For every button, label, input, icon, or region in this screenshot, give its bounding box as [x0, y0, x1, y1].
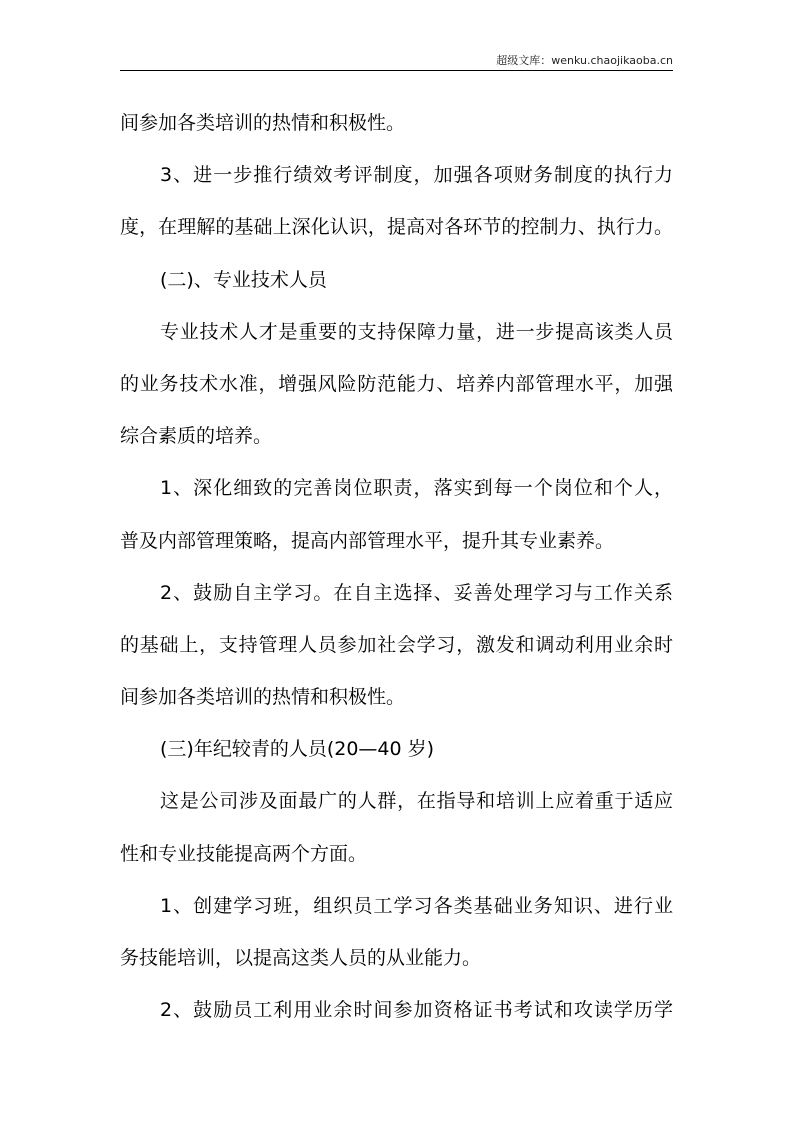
text-line: 3、进一步推行绩效考评制度，加强各项财务制度的执行力 [160, 164, 673, 187]
text-line: 的业务技术水准，增强风险防范能力、培养内部管理水平，加强 [120, 372, 673, 395]
page-header-site: 超级文库：wenku.chaojikaoba.cn [496, 54, 673, 67]
document-body [120, 108, 673, 1047]
text-line: 1、创建学习班，组织员工学习各类基础业务知识、进行业 [160, 894, 673, 917]
header-rule [120, 70, 673, 71]
text-line: 1、深化细致的完善岗位职责，落实到每一个岗位和个人， [160, 477, 673, 500]
text-line: 普及内部管理策略，提高内部管理水平，提升其专业素养。 [120, 529, 615, 552]
text-line: 专业技术人才是重要的支持保障力量，进一步提高该类人员 [160, 320, 673, 343]
text-line: 性和专业技能提高两个方面。 [120, 842, 368, 865]
text-line: 2、鼓励员工利用业余时间参加资格证书考试和攻读学历学 [160, 999, 673, 1022]
text-line: 度，在理解的基础上深化认识，提高对各环节的控制力、执行力。 [120, 216, 673, 239]
text-line: 务技能培训，以提高这类人员的从业能力。 [120, 947, 482, 969]
text-line: 的基础上，支持管理人员参加社会学习，激发和调动利用业余时 [120, 633, 673, 656]
text-line: (二)、专业技术人员 [160, 268, 327, 291]
text-line: 间参加各类培训的热情和积极性。 [120, 112, 406, 134]
text-line: 这是公司涉及面最广的人群，在指导和培训上应着重于适应 [160, 790, 673, 813]
text-line: 综合素质的培养。 [120, 425, 273, 448]
text-line: 间参加各类培训的热情和积极性。 [120, 686, 406, 709]
text-line: 2、鼓励自主学习。在自主选择、妥善处理学习与工作关系 [160, 581, 673, 604]
text-line: (三)年纪较青的人员(20—40 岁) [160, 738, 435, 761]
